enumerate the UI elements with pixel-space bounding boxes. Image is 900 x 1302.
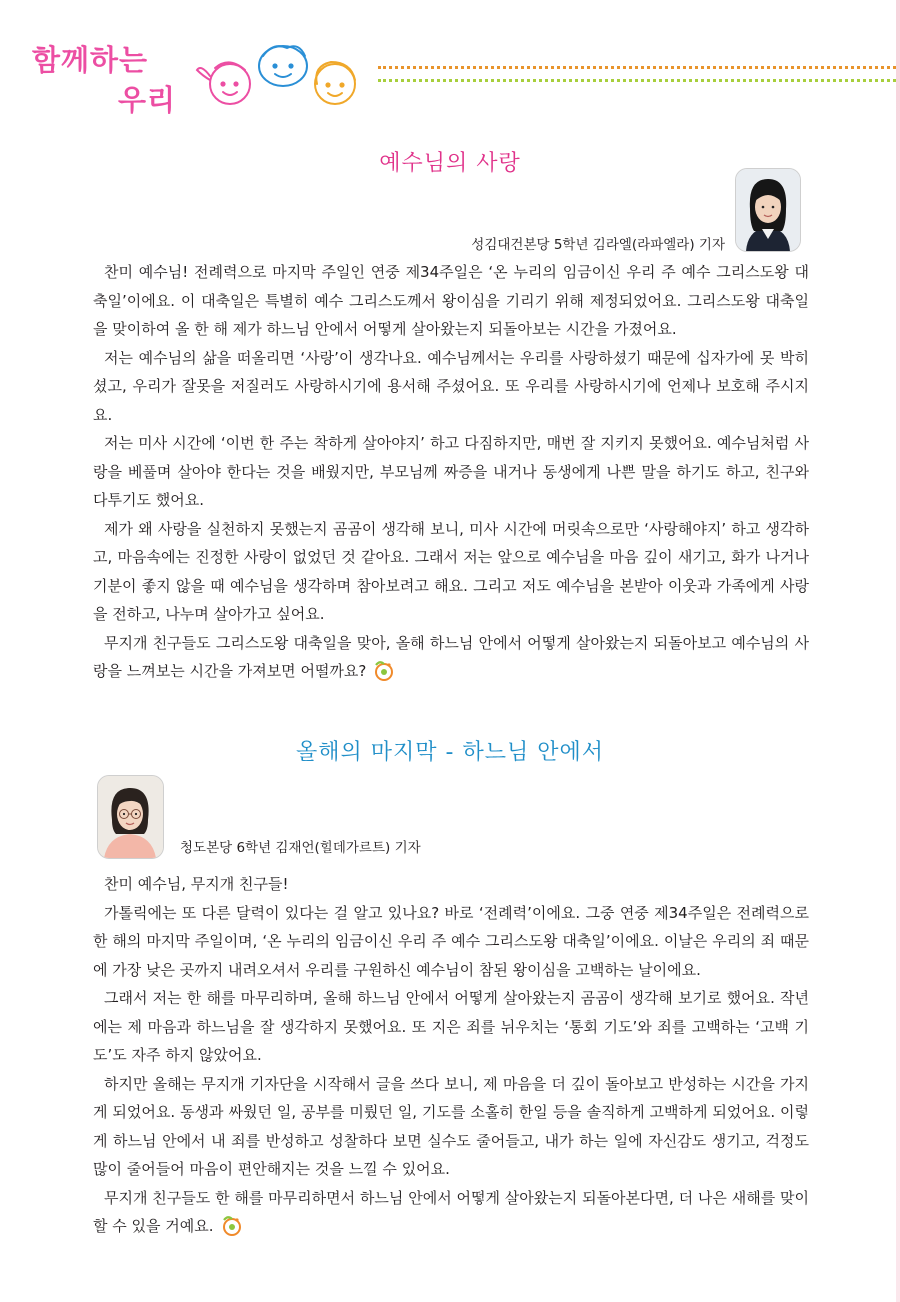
article1-paragraph: 제가 왜 사랑을 실천하지 못했는지 곰곰이 생각해 보니, 미사 시간에 머릿속으로만 ‘사랑해야지’ 하고 생각하고, 마음속에는 진정한 사랑이 없었던 것 같아요. 그래서 저는 앞으로 예수님을 마음 깊이 새기고, 화가 나거나 기분이 좋지 않을 때 예수님을 생각하며 참아보려고 해요. 그리고 저도 예수님을 본받아 이웃과 가족에게 사랑을 전하고, 나누며 살아가고 싶어요. — [93, 519, 809, 623]
article2-title: 올해의 마지막 - 하느님 안에서 — [296, 740, 604, 765]
article1-title: 예수님의 사랑 — [379, 151, 521, 176]
article1-paragraph: 저는 미사 시간에 ‘이번 한 주는 착하게 살아야지’ 하고 다짐하지만, 매번 잘 지키지 못했어요. 예수님처럼 사랑을 베풀며 살아야 한다는 것을 배웠지만, 부모님께 짜증을 내거나 동생에게 나쁜 말을 하기도 하고, 친구와 다투기도 했어요. — [93, 434, 809, 509]
reporter2-photo — [97, 775, 164, 859]
article1-paragraph: 찬미 예수님! 전례력으로 마지막 주일인 연중 제34주일은 ‘온 누리의 임금이신 우리 주 예수 그리스도왕 대축일’이에요. 이 대축일은 특별히 예수 그리스도께서 왕이심을 기리기 위해 제정되었어요. 그리스도왕 대축일을 맞이하여 올 한 해 제가 하느님 안에서 어떻게 살아왔는지 되돌아보는 시간을 가졌어요. — [93, 263, 809, 338]
article1-body — [93, 258, 809, 686]
children-faces-illustration — [195, 40, 367, 112]
reporter1-photo — [735, 168, 801, 252]
article1-paragraph-text: 무지개 친구들도 그리스도왕 대축일을 맞아, 올해 하느님 안에서 어떻게 살아왔는지 되돌아보고 예수님의 사랑을 느껴보는 시간을 가져보면 어떨까요? — [93, 633, 809, 680]
article2-body — [93, 870, 809, 1241]
article2-paragraph: 하지만 올해는 무지개 기자단을 시작해서 글을 쓰다 보니, 제 마음을 더 깊이 돌아보고 반성하는 시간을 가지게 되었어요. 동생과 싸웠던 일, 공부를 미뤘던 일, 기도를 소홀히 한일 등을 솔직하게 고백하게 되었어요. 이렇게 하느님 안에서 내 죄를 반성하고 성찰하다 보면 실수도 줄어들고, 내가 하는 일에 자신감도 생기고, 걱정도 많이 줄어들어 마음이 편안해지는 것을 느낄 수 있어요. — [93, 1074, 809, 1178]
section-title-line2: 우리 — [118, 83, 177, 117]
article2-paragraph: 그래서 저는 한 해를 마무리하며, 올해 하느님 안에서 어떻게 살아왔는지 곰곰이 생각해 보기로 했어요. 작년에는 제 마음과 하느님을 잘 생각하지 못했어요. 또 지은 죄를 뉘우치는 ‘통회 기도’와 죄를 고백하는 ‘고백 기도’도 자주 하지 않았어요. — [93, 989, 809, 1064]
section-title-line1: 함께하는 — [32, 43, 149, 77]
section-title — [32, 40, 182, 120]
article2-paragraph: 찬미 예수님, 무지개 친구들! — [104, 875, 289, 893]
article2-paragraph: 가톨릭에는 또 다른 달력이 있다는 걸 알고 있나요? 바로 ‘전례력’이에요. 그중 연중 제34주일은 전례력으로 한 해의 마지막 주일이며, ‘온 누리의 임금이신 우리 주 예수 그리스도왕 대축일’이에요. 이날은 우리의 죄 때문에 가장 낮은 곳까지 내려오셔서 우리를 구원하신 예수님이 참된 왕이심을 고백하는 날이에요. — [93, 903, 809, 979]
article2-paragraph-last — [93, 1184, 809, 1241]
article1-byline: 성김대건본당 5학년 김라엘(라파엘라) 기자 — [471, 237, 725, 253]
article1-paragraph-last — [93, 629, 809, 686]
dotted-divider-green — [378, 79, 896, 82]
rainbow-end-mark-icon — [220, 1214, 242, 1236]
page-edge-strip — [896, 0, 900, 1302]
girl-portrait-icon — [736, 169, 800, 251]
dotted-divider-orange — [378, 66, 896, 69]
girl-with-glasses-portrait-icon — [98, 776, 163, 858]
article1-paragraph: 저는 예수님의 삶을 떠올리면 ‘사랑’이 생각나요. 예수님께서는 우리를 사랑하셨기 때문에 십자가에 못 박히셨고, 우리가 잘못을 저질러도 사랑하시기에 용서해 주셨어요. 또 우리를 사랑하시기에 언제나 보호해 주시지요. — [93, 348, 809, 424]
article2-byline: 청도본당 6학년 김재언(힐데가르트) 기자 — [180, 840, 421, 856]
article2-paragraph-text: 무지개 친구들도 한 해를 마무리하면서 하느님 안에서 어떻게 살아왔는지 되돌아본다면, 더 나은 새해를 맞이할 수 있을 거예요. — [93, 1188, 809, 1235]
rainbow-end-mark-icon — [372, 659, 394, 681]
